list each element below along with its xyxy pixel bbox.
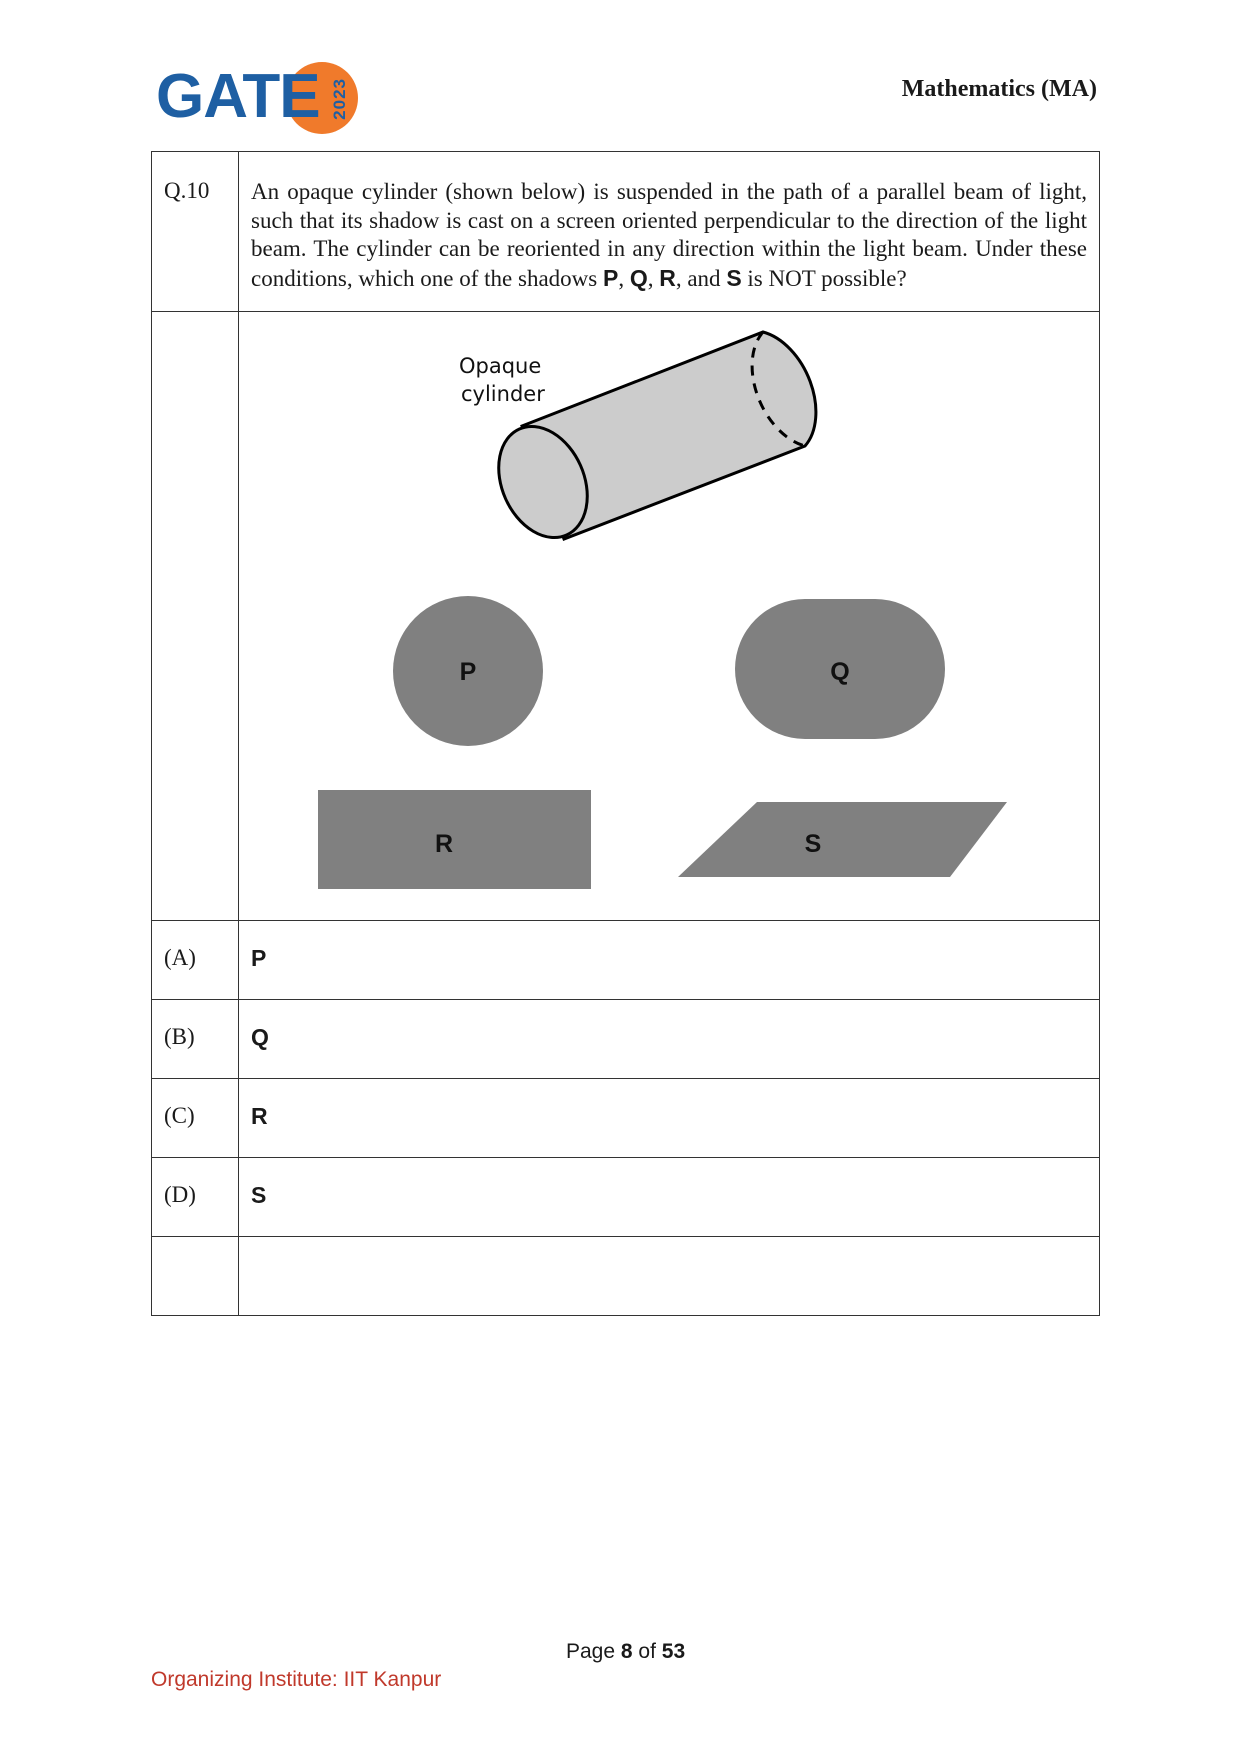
- option-row-c[interactable]: [152, 1079, 1100, 1158]
- page-total: 53: [661, 1640, 686, 1663]
- option-row-a[interactable]: [152, 921, 1100, 1000]
- question-text: [239, 152, 1099, 311]
- question-row: [152, 152, 1100, 312]
- option-a-label: (A): [164, 945, 196, 970]
- question-sep3: , and: [675, 265, 727, 291]
- option-a-value: P: [251, 945, 267, 971]
- question-sep2: ,: [647, 265, 660, 291]
- cylinder-label-line1: Opaque: [459, 354, 542, 378]
- page-number: [566, 1640, 685, 1664]
- shadow-p-label: P: [459, 658, 477, 686]
- option-c-value: R: [251, 1103, 268, 1129]
- cylinder-label-line2: cylinder: [461, 382, 545, 406]
- question-text-part1: An opaque cylinder (shown below) is suspended in the path of a parallel beam of light, such that its shadow is cast on a screen oriented perpendicular to the direction of the light beam. The cylinder can be reoriented in any direction within the light beam. Under these conditions, which one of the shadows: [251, 179, 1087, 291]
- option-b-label: (B): [164, 1024, 195, 1049]
- shadow-s-parallelogram: [678, 802, 1007, 877]
- option-c-label: (C): [164, 1103, 195, 1128]
- page-of: of: [632, 1640, 662, 1663]
- page-prefix: Page: [566, 1640, 621, 1663]
- empty-row: [152, 1237, 1100, 1316]
- question-ref-s: S: [726, 264, 742, 291]
- figure-row: [152, 312, 1100, 921]
- option-row-d[interactable]: [152, 1158, 1100, 1237]
- logo-text: GATE: [156, 62, 320, 131]
- figure-svg: [239, 312, 1099, 920]
- option-b-value: Q: [251, 1024, 269, 1050]
- shadow-q-label: Q: [830, 658, 850, 686]
- question-ref-q: Q: [629, 264, 648, 291]
- subject-title: Mathematics (MA): [901, 76, 1097, 102]
- shadow-r-rectangle: [318, 790, 591, 889]
- shadow-r-label: R: [434, 830, 454, 858]
- shadow-s-label: S: [804, 830, 822, 858]
- organizing-institute: Organizing Institute: IIT Kanpur: [151, 1668, 442, 1691]
- question-ref-r: R: [659, 264, 676, 291]
- option-row-b[interactable]: [152, 1000, 1100, 1079]
- question-text-part2: is NOT possible?: [741, 265, 907, 291]
- option-d-label: (D): [164, 1182, 196, 1207]
- question-figure: [239, 312, 1099, 920]
- question-ref-p: P: [602, 264, 619, 291]
- question-table: [151, 151, 1100, 1316]
- question-sep1: ,: [618, 265, 630, 291]
- page-current: 8: [620, 1640, 633, 1663]
- question-number: Q.10: [164, 178, 210, 203]
- option-d-value: S: [251, 1182, 267, 1208]
- gate-logo: [152, 58, 372, 144]
- logo-year: 2023: [330, 78, 349, 120]
